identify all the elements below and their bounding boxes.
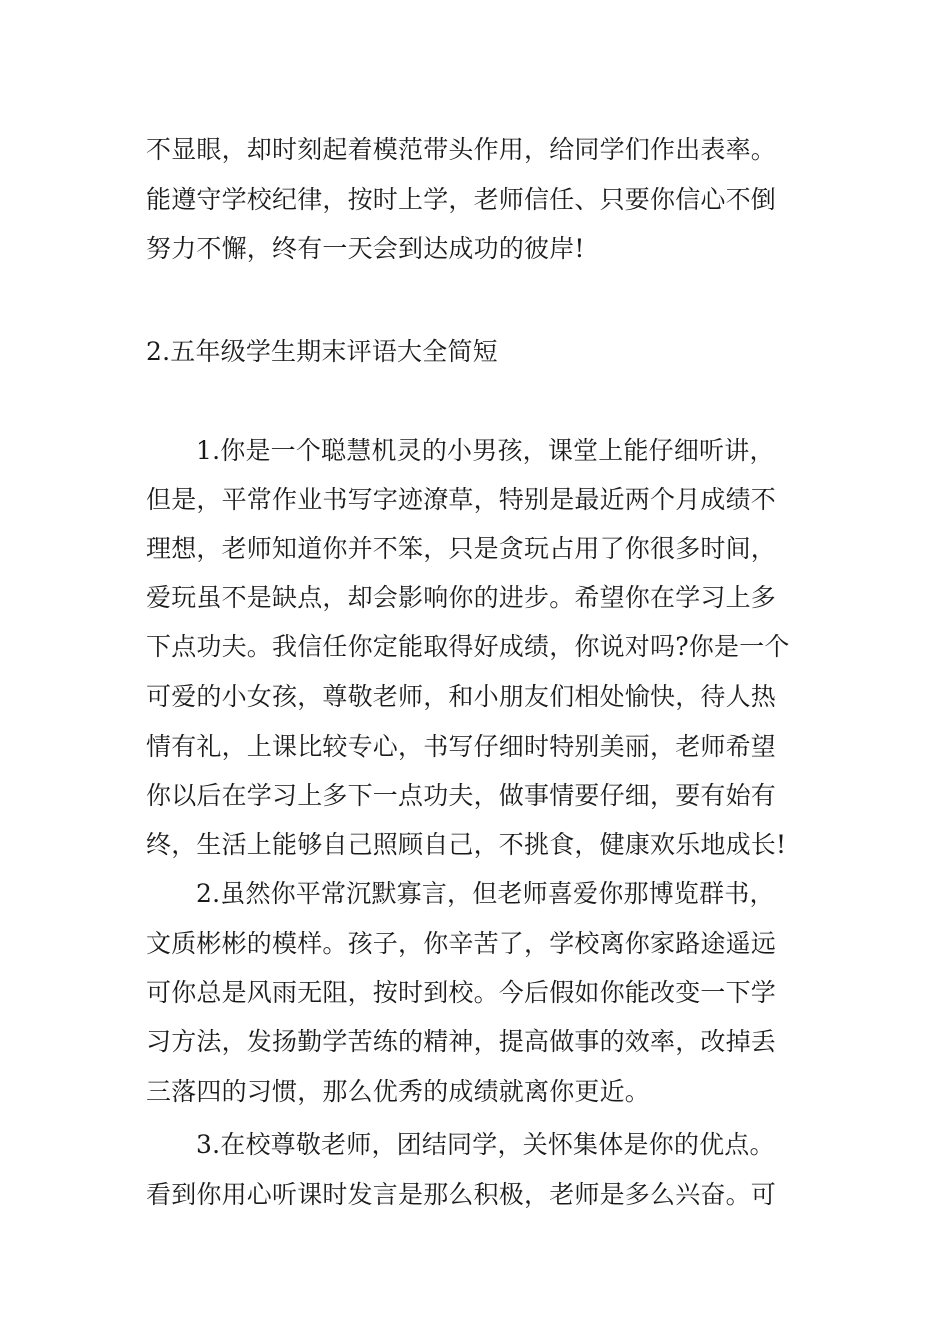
paragraph-line: 3.在校尊敬老师，团结同学，关怀集体是你的优点。 xyxy=(196,1130,775,1159)
paragraph-line: 三落四的习惯，那么优秀的成绩就离你更近。 xyxy=(146,1077,651,1106)
paragraph-line: 2.虽然你平常沉默寡言，但老师喜爱你那博览群书， xyxy=(196,879,775,908)
paragraph-line: 1.你是一个聪慧机灵的小男孩，课堂上能仔细听讲， xyxy=(196,436,775,465)
paragraph-line: 习方法，发扬勤学苦练的精神，提高做事的效率，改掉丢 xyxy=(146,1027,777,1056)
paragraph-line: 下点功夫。我信任你定能取得好成绩，你说对吗?你是一个 xyxy=(146,632,790,661)
paragraph-line: 可爱的小女孩，尊敬老师，和小朋友们相处愉快，待人热 xyxy=(146,682,777,711)
intro-line: 努力不懈，终有一天会到达成功的彼岸! xyxy=(146,234,585,263)
section-heading: 2.五年级学生期末评语大全简短 xyxy=(146,337,498,366)
paragraph-line: 理想，老师知道你并不笨，只是贪玩占用了你很多时间， xyxy=(146,534,777,563)
paragraph-line: 文质彬彬的模样。孩子，你辛苦了，学校离你家路途遥远 xyxy=(146,929,777,958)
paragraph-line: 终，生活上能够自己照顾自己，不挑食，健康欢乐地成长! xyxy=(146,830,787,859)
paragraph-line: 爱玩虽不是缺点，却会影响你的进步。希望你在学习上多 xyxy=(146,583,777,612)
paragraph-line: 情有礼，上课比较专心，书写仔细时特别美丽，老师希望 xyxy=(146,732,777,761)
paragraph-line: 你以后在学习上多下一点功夫，做事情要仔细，要有始有 xyxy=(146,781,777,810)
paragraph-line: 看到你用心听课时发言是那么积极，老师是多么兴奋。可 xyxy=(146,1180,777,1209)
paragraph-line: 可你总是风雨无阻，按时到校。今后假如你能改变一下学 xyxy=(146,978,777,1007)
intro-line: 不显眼，却时刻起着模范带头作用，给同学们作出表率。 xyxy=(146,135,777,164)
paragraph-line: 但是，平常作业书写字迹潦草，特别是最近两个月成绩不 xyxy=(146,485,777,514)
intro-line: 能遵守学校纪律，按时上学，老师信任、只要你信心不倒 xyxy=(146,185,777,214)
